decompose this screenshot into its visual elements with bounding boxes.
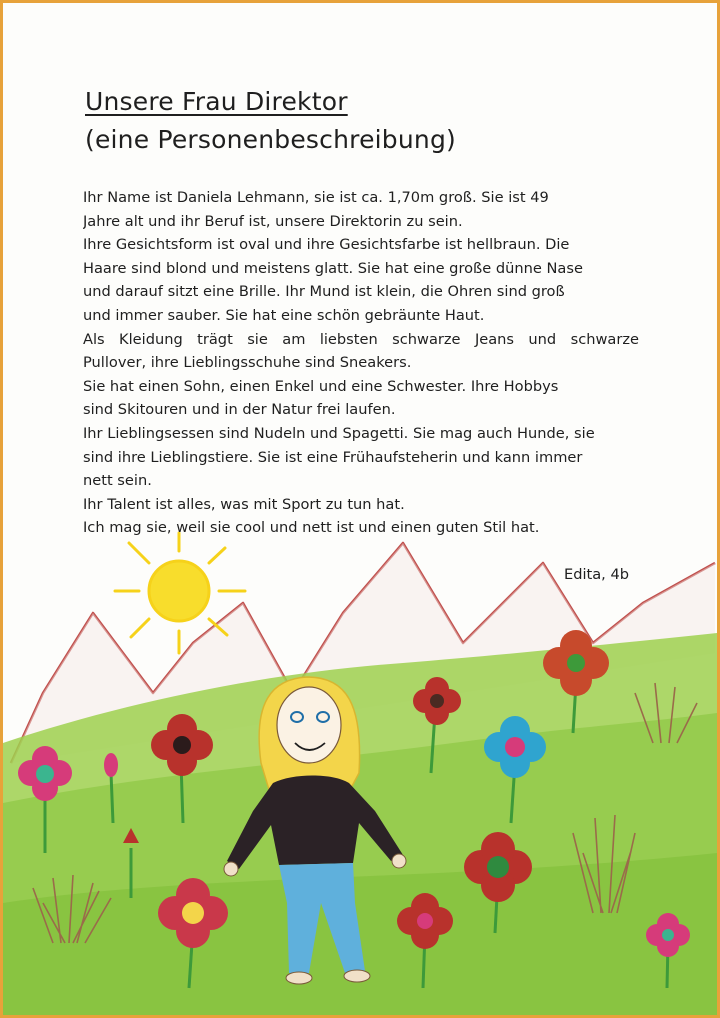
text-line: Jahre alt und ihr Beruf ist, unsere Direktorin zu sein. — [83, 212, 463, 230]
text-line: und darauf sitzt eine Brille. Ihr Mund ist klein, die Ohren sind groß — [83, 283, 565, 301]
text-line: und immer sauber. Sie hat eine schön gebräunte Haut. — [83, 306, 485, 324]
text-line: nett sein. — [83, 472, 152, 490]
signature: Edita, 4b — [563, 566, 629, 583]
sun — [115, 533, 245, 653]
page-subtitle: (eine Personenbeschreibung) — [85, 125, 456, 154]
text-line: Ihre Gesichtsform ist oval und ihre Gesichtsfarbe ist hellbraun. Die — [83, 236, 570, 254]
text-line: Sie hat einen Sohn, einen Enkel und eine Schwester. Ihre Hobbys — [83, 377, 559, 395]
description-text — [83, 186, 639, 540]
title-block — [85, 83, 645, 159]
page-title: Unsere Frau Direktor — [85, 87, 348, 116]
text-line: Haare sind blond und meistens glatt. Sie hat eine große dünne Nase — [83, 259, 583, 277]
text-line: Ihr Name ist Daniela Lehmann, sie ist ca. 1,70m groß. Sie ist 49 — [83, 189, 549, 206]
text-line: Ich mag sie, weil sie cool und nett ist und einen guten Stil hat. — [83, 519, 540, 537]
text-line: sind ihre Lieblingstiere. Sie ist eine Frühaufsteherin und kann immer — [83, 448, 583, 466]
text-line: sind Skitouren und in der Natur frei laufen. — [83, 401, 396, 419]
text-line: Als Kleidung trägt sie am liebsten schwarze Jeans und schwarze — [83, 330, 639, 348]
text-line: Ihr Talent ist alles, was mit Sport zu tun hat. — [83, 495, 405, 513]
text-line: Pullover, ihre Lieblingsschuhe sind Sneakers. — [83, 354, 412, 372]
text-line: Ihr Lieblingsessen sind Nudeln und Spagetti. Sie mag auch Hunde, sie — [83, 424, 595, 442]
